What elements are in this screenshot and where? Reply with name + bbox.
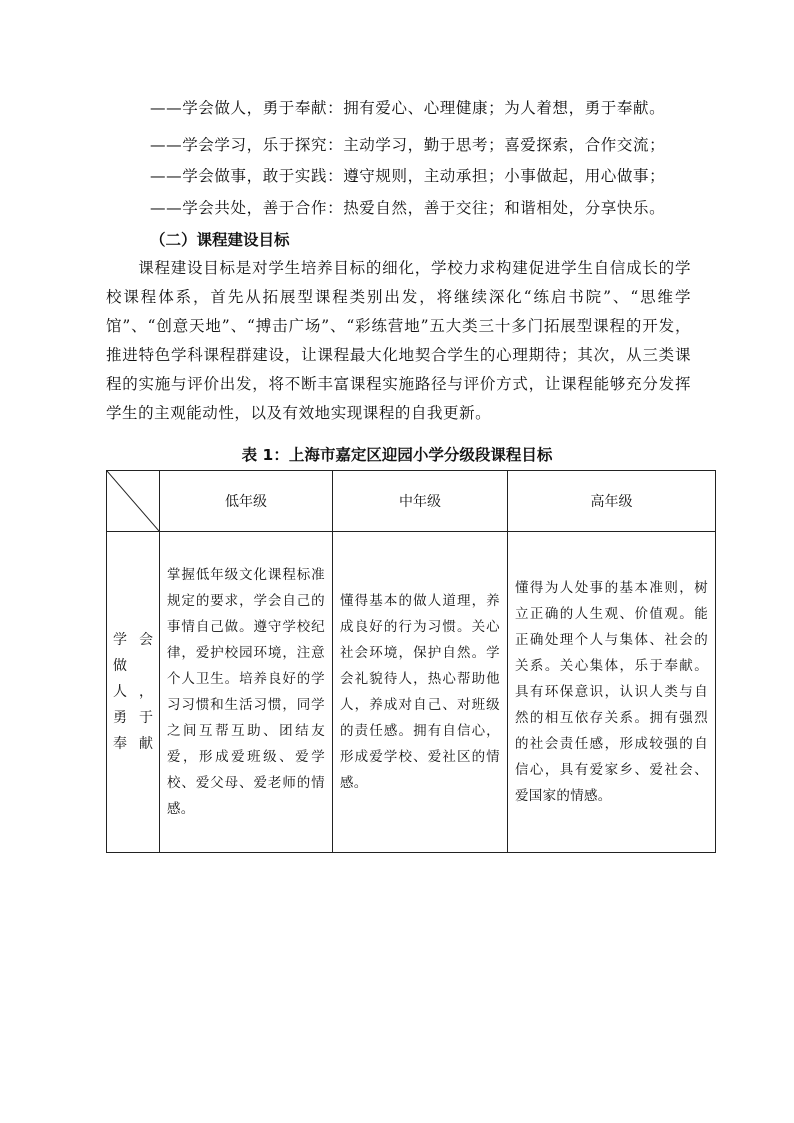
header-mid-grade: 中年级 xyxy=(333,471,508,532)
diagonal-corner-cell xyxy=(107,471,160,532)
goal-line-2: ——学会学习，乐于探究：主动学习，勤于思考；喜爱探索，合作交流； xyxy=(150,136,666,154)
section-heading: （二）课程建设目标 xyxy=(150,231,290,249)
table-header-row xyxy=(107,471,716,532)
body-paragraph-text: 课程建设目标是对学生培养目标的细化，学校力求构建促进学生自信成长的学校课程体系，首先从拓展型课程类别出发，将继续深化“练启书院”、“思维学馆”、“创意天地”、“搏击广场”、“彩练营地”五大类三十多门拓展型课程的开发，推进特色学科课程群建设，让课程最大化地契合学生的心理期待；其次，从三类课程的实施与评价出发，将不断丰富课程实施路径与评价方式，让课程能够充分发挥学生的主观能动性，以及有效地实现课程的自我更新。 xyxy=(106,259,691,422)
goal-line-3: ——学会做事，敢于实践：遵守规则，主动承担；小事做起，用心做事； xyxy=(150,167,666,185)
row-label: 学会做人，勇于奉献 xyxy=(107,532,160,853)
header-low-grade: 低年级 xyxy=(160,471,333,532)
course-goals-table xyxy=(106,470,716,853)
body-paragraph xyxy=(106,254,691,428)
goal-line-1: ——学会做人，勇于奉献：拥有爱心、心理健康；为人着想，勇于奉献。 xyxy=(150,99,666,117)
diagonal-line xyxy=(107,471,159,531)
table-title: 表 1：上海市嘉定区迎园小学分级段课程目标 xyxy=(241,446,553,464)
cell-low-grade: 掌握低年级文化课程标准规定的要求，学会自己的事情自己做。遵守学校纪律，爱护校园环境，注意个人卫生。培养良好的学习习惯和生活习惯，同学之间互帮互助、团结友爱，形成爱班级、爱学校、爱父母、爱老师的情感。 xyxy=(160,532,333,853)
goal-line-4: ——学会共处，善于合作：热爱自然，善于交往；和谐相处，分享快乐。 xyxy=(150,199,666,217)
cell-high-grade: 懂得为人处事的基本准则，树立正确的人生观、价值观。能正确处理个人与集体、社会的关系。关心集体，乐于奉献。具有环保意识，认识人类与自然的相互依存关系。拥有强烈的社会责任感，形成较强的自信心，具有爱家乡、爱社会、爱国家的情感。 xyxy=(508,532,716,853)
table-row xyxy=(107,532,716,853)
header-high-grade: 高年级 xyxy=(508,471,716,532)
cell-mid-grade: 懂得基本的做人道理，养成良好的行为习惯。关心社会环境，保护自然。学会礼貌待人，热心帮助他人，养成对自己、对班级的责任感。拥有自信心，形成爱学校、爱社区的情感。 xyxy=(333,532,508,853)
